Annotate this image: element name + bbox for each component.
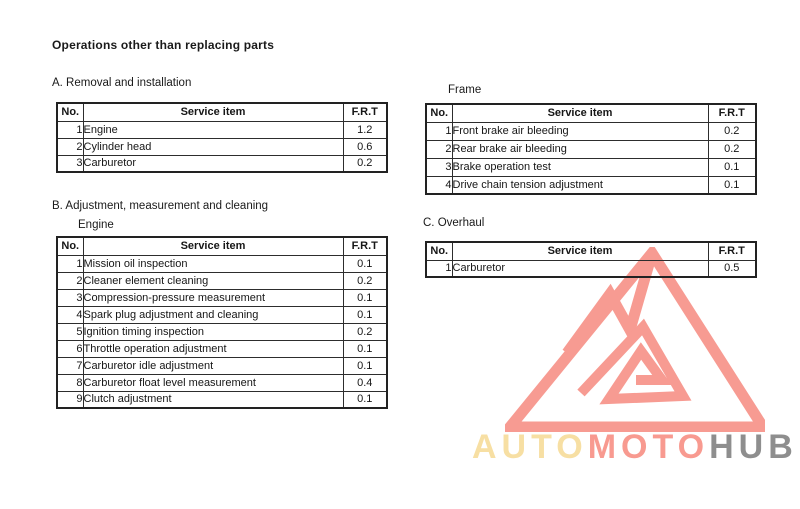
col-header-frt: F.R.T <box>343 103 387 121</box>
frame-table <box>425 103 757 195</box>
row-frt: 0.1 <box>708 158 756 176</box>
row-service-item: Carburetor float level measurement <box>83 374 343 391</box>
row-service-item: Ignition timing inspection <box>83 323 343 340</box>
watermark-auto-text: AUTO <box>472 428 588 466</box>
watermark-hub-text: HUB <box>709 428 798 466</box>
row-no: 1 <box>57 255 83 272</box>
row-no: 2 <box>57 272 83 289</box>
row-frt: 0.4 <box>343 374 387 391</box>
removal-installation-table <box>56 102 388 173</box>
col-header-no: No. <box>57 103 83 121</box>
row-frt: 1.2 <box>343 121 387 138</box>
watermark-moto-text: MOTO <box>587 428 710 466</box>
table-row <box>57 357 387 374</box>
section-a-heading: A. Removal and installation <box>52 77 192 89</box>
table-row <box>426 140 756 158</box>
table-row <box>57 289 387 306</box>
row-no: 4 <box>57 306 83 323</box>
row-no: 2 <box>426 140 452 158</box>
table-row <box>426 122 756 140</box>
col-header-service-item: Service item <box>83 103 343 121</box>
logo-inner-spiral <box>581 327 683 399</box>
row-service-item: Cleaner element cleaning <box>83 272 343 289</box>
table-row <box>57 340 387 357</box>
row-service-item: Brake operation test <box>452 158 708 176</box>
row-frt: 0.6 <box>343 138 387 155</box>
row-no: 5 <box>57 323 83 340</box>
row-no: 1 <box>426 260 452 277</box>
row-no: 3 <box>57 155 83 172</box>
row-frt: 0.2 <box>343 272 387 289</box>
table-header-row <box>426 104 756 122</box>
col-header-service-item: Service item <box>83 237 343 255</box>
row-no: 3 <box>426 158 452 176</box>
table-row <box>57 272 387 289</box>
row-no: 8 <box>57 374 83 391</box>
row-frt: 0.2 <box>708 140 756 158</box>
col-header-frt: F.R.T <box>708 242 756 260</box>
table-row <box>57 374 387 391</box>
row-no: 1 <box>426 122 452 140</box>
table-row <box>57 121 387 138</box>
row-frt: 0.2 <box>343 323 387 340</box>
row-frt: 0.1 <box>343 391 387 408</box>
table-row <box>426 260 756 277</box>
row-no: 2 <box>57 138 83 155</box>
col-header-frt: F.R.T <box>708 104 756 122</box>
row-service-item: Engine <box>83 121 343 138</box>
row-no: 9 <box>57 391 83 408</box>
row-service-item: Clutch adjustment <box>83 391 343 408</box>
row-frt: 0.1 <box>708 176 756 194</box>
table-row <box>57 306 387 323</box>
row-service-item: Throttle operation adjustment <box>83 340 343 357</box>
col-header-frt: F.R.T <box>343 237 387 255</box>
frame-subheading: Frame <box>448 84 482 96</box>
overhaul-table <box>425 241 757 278</box>
row-no: 6 <box>57 340 83 357</box>
table-row <box>57 155 387 172</box>
adjustment-engine-table <box>56 236 388 409</box>
row-service-item: Carburetor <box>452 260 708 277</box>
page-title: Operations other than replacing parts <box>52 38 275 52</box>
row-service-item: Carburetor idle adjustment <box>83 357 343 374</box>
row-service-item: Rear brake air bleeding <box>452 140 708 158</box>
table-row <box>426 176 756 194</box>
col-header-service-item: Service item <box>452 104 708 122</box>
table-row <box>57 138 387 155</box>
row-service-item: Front brake air bleeding <box>452 122 708 140</box>
row-no: 7 <box>57 357 83 374</box>
col-header-no: No. <box>426 242 452 260</box>
row-service-item: Carburetor <box>83 155 343 172</box>
row-frt: 0.1 <box>343 306 387 323</box>
row-frt: 0.1 <box>343 255 387 272</box>
col-header-no: No. <box>57 237 83 255</box>
col-header-no: No. <box>426 104 452 122</box>
table-header-row <box>57 103 387 121</box>
row-frt: 0.1 <box>343 289 387 306</box>
row-service-item: Cylinder head <box>83 138 343 155</box>
row-service-item: Compression-pressure measurement <box>83 289 343 306</box>
row-service-item: Spark plug adjustment and cleaning <box>83 306 343 323</box>
row-frt: 0.2 <box>708 122 756 140</box>
table-row <box>57 391 387 408</box>
row-service-item: Mission oil inspection <box>83 255 343 272</box>
table-row <box>426 158 756 176</box>
row-no: 1 <box>57 121 83 138</box>
row-frt: 0.5 <box>708 260 756 277</box>
row-no: 4 <box>426 176 452 194</box>
row-frt: 0.2 <box>343 155 387 172</box>
section-c-heading: C. Overhaul <box>423 217 485 229</box>
row-frt: 0.1 <box>343 340 387 357</box>
automotohub-watermark-text <box>472 430 798 464</box>
row-no: 3 <box>57 289 83 306</box>
section-b-heading: B. Adjustment, measurement and cleaning <box>52 200 269 212</box>
table-row <box>57 255 387 272</box>
table-header-row <box>57 237 387 255</box>
table-row <box>57 323 387 340</box>
table-header-row <box>426 242 756 260</box>
row-frt: 0.1 <box>343 357 387 374</box>
col-header-service-item: Service item <box>452 242 708 260</box>
row-service-item: Drive chain tension adjustment <box>452 176 708 194</box>
engine-subheading: Engine <box>78 219 114 231</box>
